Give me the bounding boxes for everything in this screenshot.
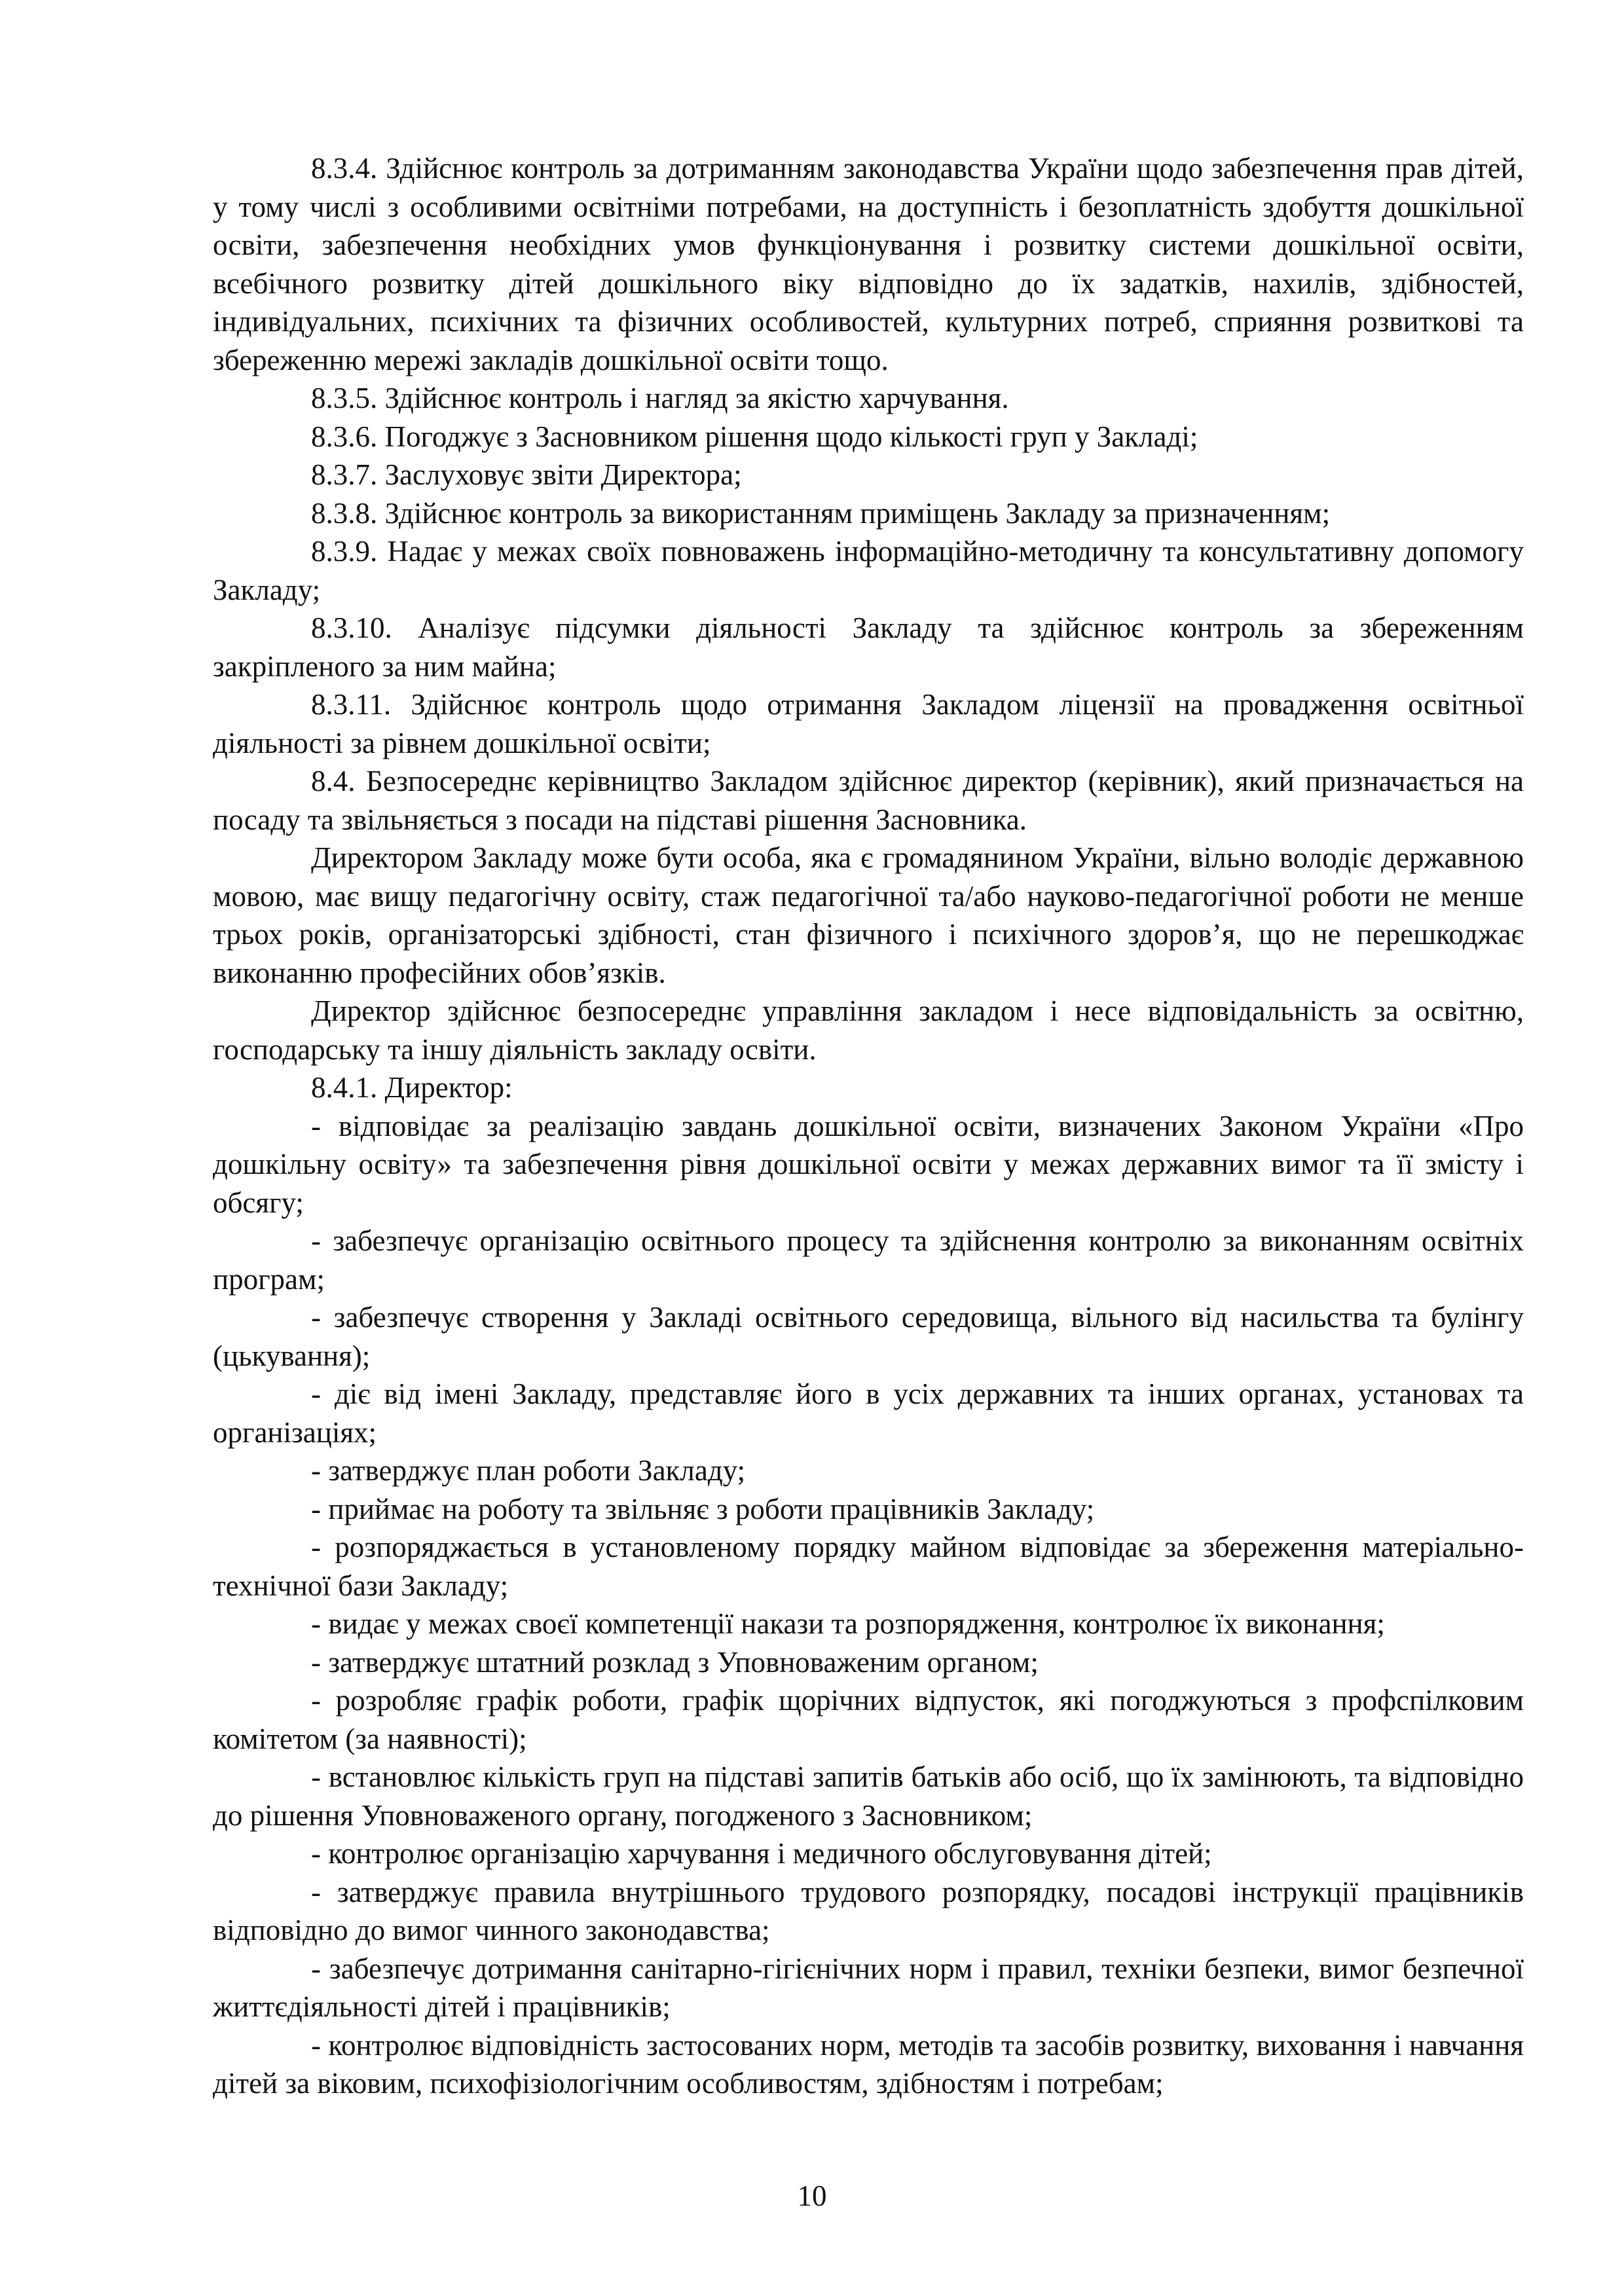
list-item: - забезпечує організацію освітнього процесу та здійснення контролю за виконанням освітніх програм; — [213, 1224, 1524, 1296]
list-item: - затверджує штатний розклад з Уповноваженим органом; — [311, 1645, 1039, 1679]
list-item: - розпоряджається в установленому порядку майном відповідає за збереження матеріально-технічної бази Закладу; — [213, 1531, 1524, 1602]
paragraph-8-3-5: 8.3.5. Здійснює контроль і нагляд за якістю харчування. — [311, 382, 1009, 414]
list-item: - діє від імені Закладу, представляє його в усіх державних та інших органах, установах та організаціях; — [213, 1377, 1524, 1449]
document-page — [213, 149, 1524, 2103]
list-item: - встановлює кількість груп на підставі запитів батьків або осіб, що їх замінюють, та відповідно до рішення Уповноваженого органу, погодженого з Засновником; — [213, 1760, 1524, 1832]
list-item: - відповідає за реалізацію завдань дошкільної освіти, визначених Законом України «Про дошкільну освіту» та забезпечення рівня дошкільної освіти у межах державних вимог та її змісту і обсягу; — [213, 1109, 1524, 1219]
paragraph-8-3-4: 8.3.4. Здійснює контроль за дотриманням законодавства України щодо забезпечення прав дітей, у тому числі з особливими освітніми потребами, на доступність і безоплатність здобуття дошкільної освіти, забезпечення необхідних умов функціонування і розвитку системи дошкільної освіти, всебічного розвитку дітей дошкільного віку відповідно до їх задатків, нахилів, здібностей, індивідуальних, психічних та фізичних особливостей, культурних потреб, сприяння розвиткові та збереженню мережі закладів дошкільної освіти тощо. — [213, 152, 1524, 376]
paragraph-8-4-1: 8.4.1. Директор: — [311, 1071, 513, 1104]
list-item: - контролює відповідність застосованих норм, методів та засобів розвитку, виховання і навчання дітей за віковим, психофізіологічним особливостям, здібностям і потребам; — [213, 2028, 1524, 2100]
paragraph-director-requirements: Директором Закладу може бути особа, яка є громадянином України, вільно володіє державною мовою, має вищу педагогічну освіту, стаж педагогічної та/або науково-педагогічної роботи не менше трьох років, організаторські здібності, стан фізичного і психічного здоров’я, що не перешкоджає виконанню професійних обов’язків. — [213, 841, 1524, 989]
paragraph-8-3-7: 8.3.7. Заслуховує звіти Директора; — [311, 458, 742, 491]
paragraph-8-3-6: 8.3.6. Погоджує з Засновником рішення щодо кількості груп у Закладі; — [311, 420, 1198, 453]
paragraph-8-3-10: 8.3.10. Аналізує підсумки діяльності Закладу та здійснює контроль за збереженням закріпленого за ним майна; — [213, 611, 1524, 683]
list-item: - приймає на роботу та звільняє з роботи працівників Закладу; — [311, 1492, 1095, 1525]
list-item: - затверджує правила внутрішнього трудового розпорядку, посадові інструкції працівників відповідно до вимог чинного законодавства; — [213, 1875, 1524, 1946]
list-item: - забезпечує дотримання санітарно-гігієнічних норм і правил, техніки безпеки, вимог безпечної життєдіяльності дітей і працівників; — [213, 1952, 1524, 2023]
paragraph-8-3-9: 8.3.9. Надає у межах своїх повноважень інформаційно-методичну та консультативну допомогу Закладу; — [213, 535, 1524, 606]
list-item: - контролює організацію харчування і медичного обслуговування дітей; — [311, 1837, 1212, 1870]
paragraph-8-3-11: 8.3.11. Здійснює контроль щодо отримання Закладом ліцензії на провадження освітньої діяльності за рівнем дошкільної освіти; — [213, 688, 1524, 759]
list-item: - затверджує план роботи Закладу; — [311, 1454, 746, 1487]
list-item: - видає у межах своєї компетенції накази та розпорядження, контролює їх виконання; — [311, 1607, 1385, 1640]
paragraph-8-4: 8.4. Безпосереднє керівництво Закладом здійснює директор (керівник), який призначається на посаду та звільняється з посади на підставі рішення Засновника. — [213, 765, 1524, 836]
page-number: 10 — [797, 2179, 827, 2212]
list-item: - розробляє графік роботи, графік щорічних відпусток, які погоджуються з профспілковим комітетом (за наявності); — [213, 1684, 1524, 1755]
paragraph-director-responsibility: Директор здійснює безпосереднє управління закладом і несе відповідальність за освітню, господарську та іншу діяльність закладу освіти. — [213, 994, 1524, 1066]
list-item: - забезпечує створення у Закладі освітнього середовища, вільного від насильства та булінгу (цькування); — [213, 1301, 1524, 1372]
paragraph-8-3-8: 8.3.8. Здійснює контроль за використанням приміщень Закладу за призначенням; — [311, 496, 1331, 530]
